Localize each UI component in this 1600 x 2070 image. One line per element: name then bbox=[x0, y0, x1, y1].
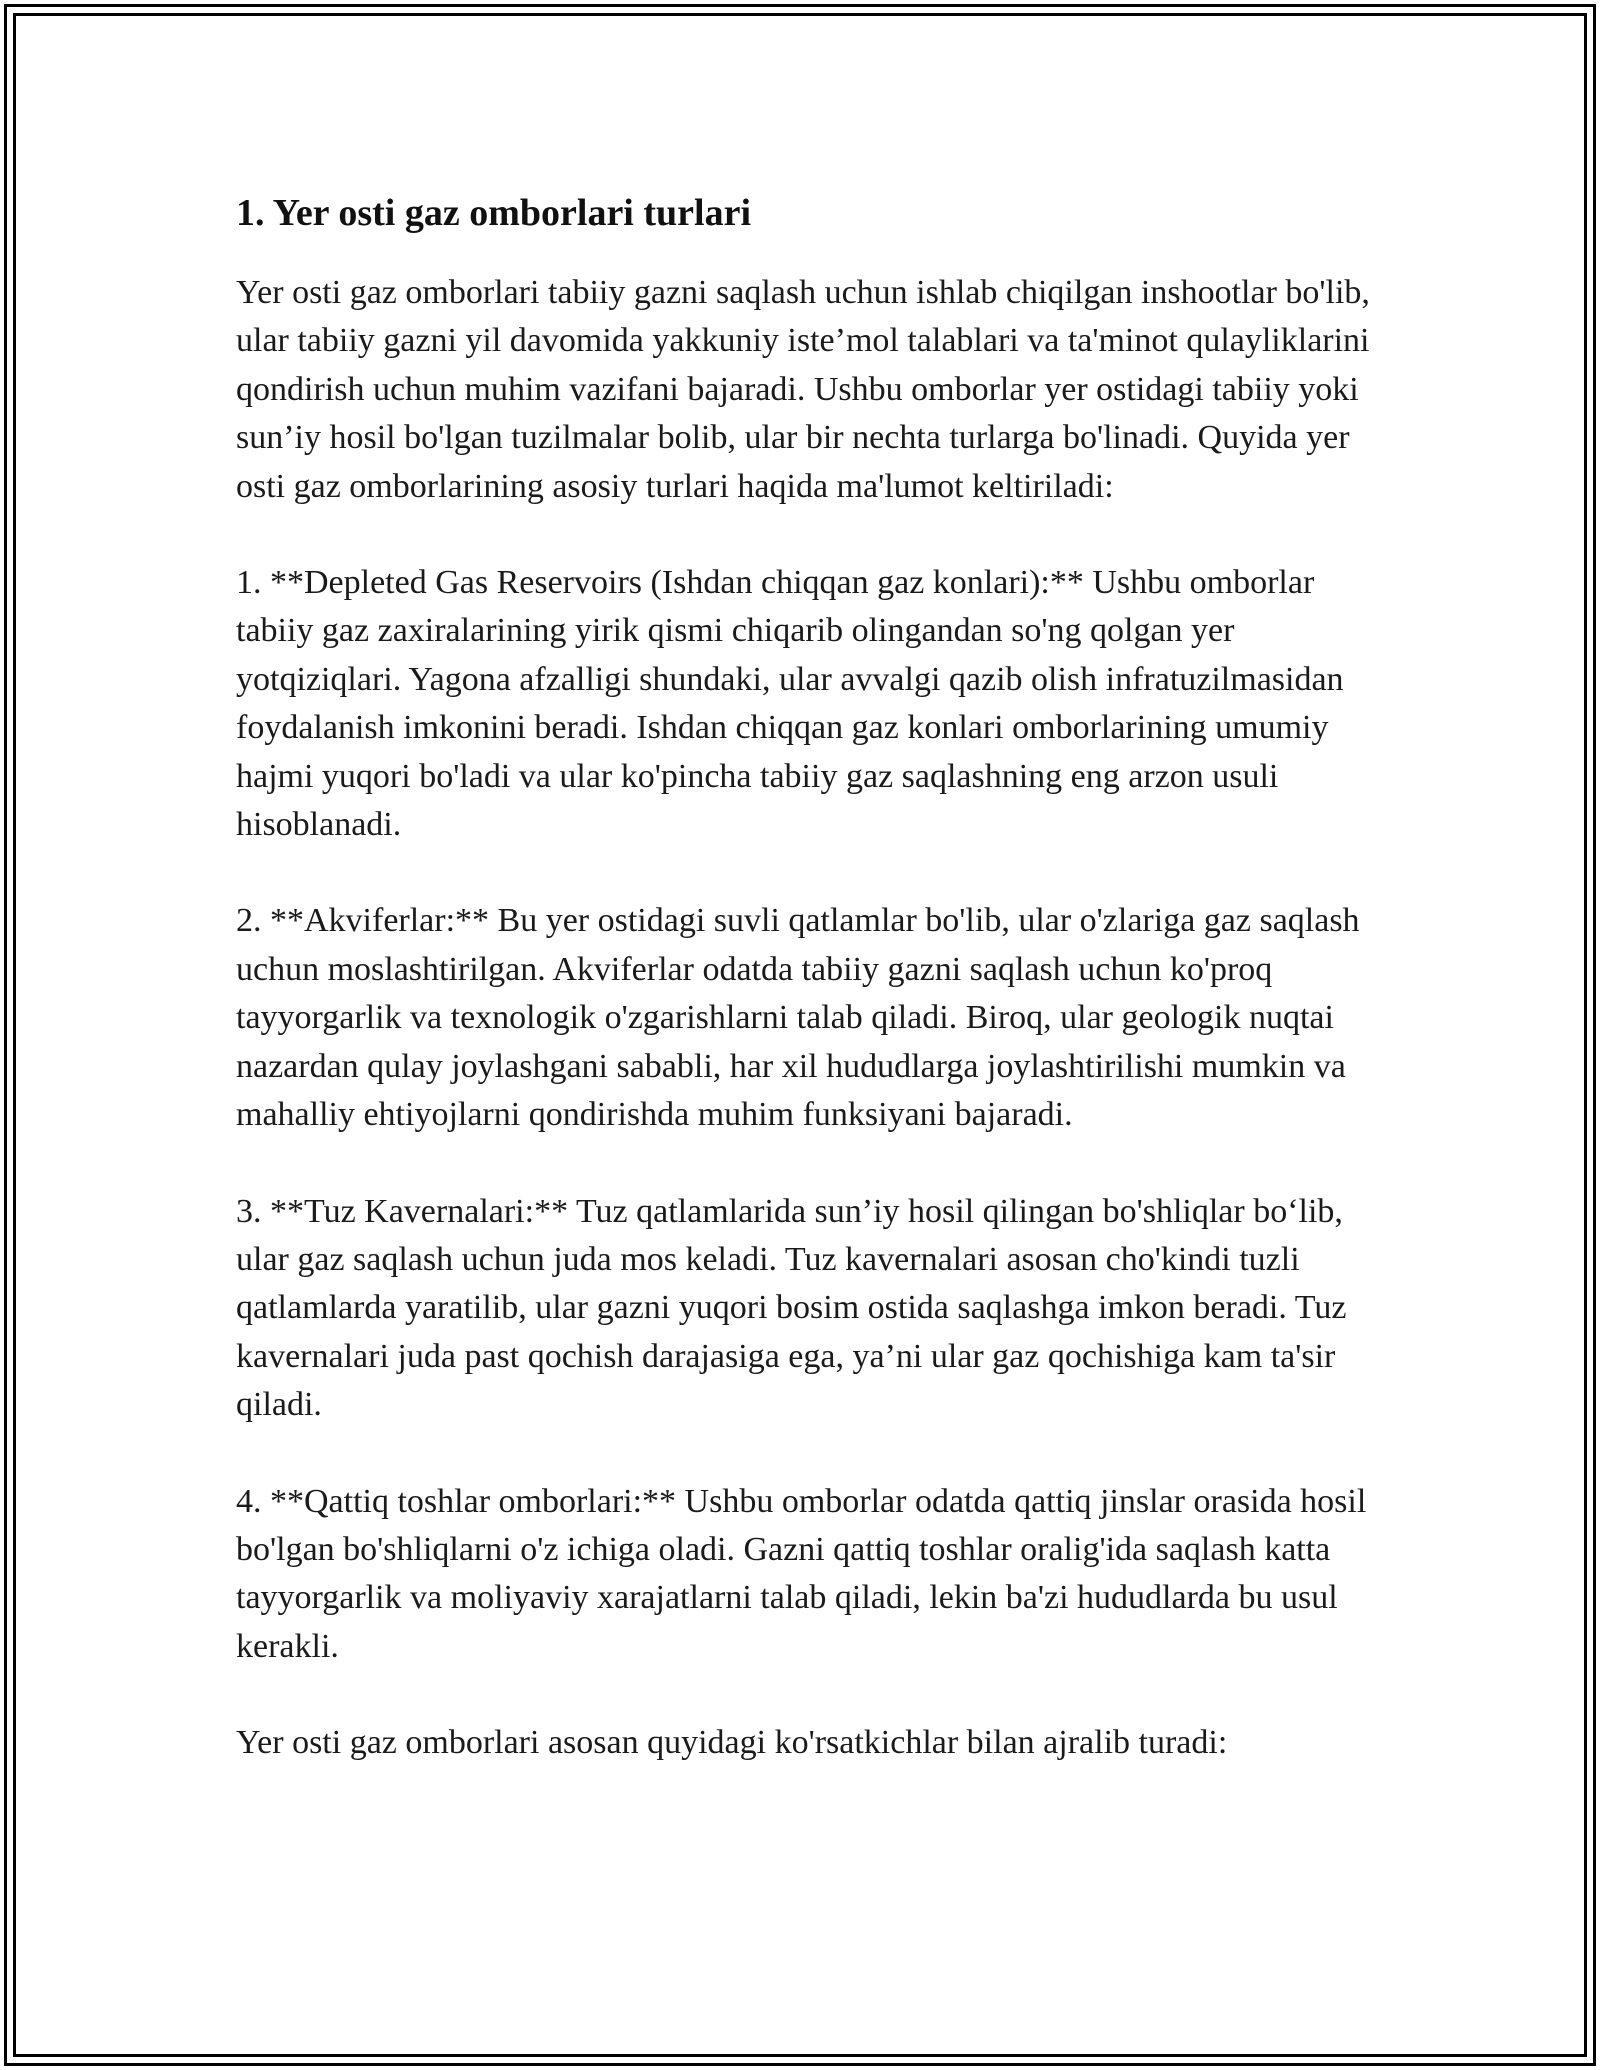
list-item-depleted-reservoirs: 1. **Depleted Gas Reservoirs (Ishdan chiqqan gaz konlari):** Ushbu omborlar tabiiy gaz zaxiralarining yirik qismi chiqarib olingandan so'ng qolgan yer yotqiziqlari. Yagona afzalligi shundaki, ular avvalgi qazib olish infratuzilmasidan foydalanish imkonini beradi. Ishdan chiqqan gaz konlari omborlarining umumiy hajmi yuqori bo'ladi va ular ko'pincha tabiiy gaz saqlashning eng arzon usuli hisoblanadi. bbox=[236, 564, 1344, 844]
section-heading: 1. Yer osti gaz omborlari turlari bbox=[236, 192, 752, 234]
list-item-salt-caverns: 3. **Tuz Kavernalari:** Tuz qatlamlarida sun’iy hosil qilingan bo'shliqlar bo‘lib, ular gaz saqlash uchun juda mos keladi. Tuz kavernalari asosan cho'kindi tuzli qatlamlarda yaratilib, ular gazni yuqori bosim ostida saqlashga imkon beradi. Tuz kavernalari juda past qochish darajasiga ega, ya’ni ular gaz qochishiga kam ta'sir qiladi. bbox=[236, 1192, 1347, 1424]
intro-paragraph: Yer osti gaz omborlari tabiiy gazni saqlash uchun ishlab chiqilgan inshootlar bo'lib, ular tabiiy gazni yil davomida yakkuniy iste’mol talablari va ta'minot qulayliklarini qondirish uchun muhim vazifani bajaradi. Ushbu omborlar yer ostidagi tabiiy yoki sun’iy hosil bo'lgan tuzilmalar bolib, ular bir nechta turlarga bo'linadi. Quyida yer osti gaz omborlarining asosiy turlari haqida ma'lumot keltiriladi: bbox=[236, 274, 1370, 505]
list-item-aquifers: 2. **Akviferlar:** Bu yer ostidagi suvli qatlamlar bo'lib, ular o'zlariga gaz saqlash uchun moslashtirilgan. Akviferlar odatda tabiiy gazni saqlash uchun ko'proq tayyorgarlik va texnologik o'zgarishlarni talab qiladi. Biroq, ular geologik nuqtai nazardan qulay joylashgani sababli, har xil hududlarga joylashtirilishi mumkin va mahalliy ehtiyojlarni qondirishda muhim funksiyani bajaradi. bbox=[236, 902, 1360, 1134]
closing-paragraph: Yer osti gaz omborlari asosan quyidagi ko'rsatkichlar bilan ajralib turadi: bbox=[236, 1724, 1228, 1762]
document-page bbox=[236, 183, 1396, 1816]
list-item-hard-rock-storage: 4. **Qattiq toshlar omborlari:** Ushbu omborlar odatda qattiq jinslar orasida hosil bo'lgan bo'shliqlarni o'z ichiga oladi. Gazni qattiq toshlar oralig'ida saqlash katta tayyorgarlik va moliyaviy xarajatlarni talab qiladi, lekin ba'zi hududlarda bu usul kerakli. bbox=[236, 1482, 1367, 1665]
